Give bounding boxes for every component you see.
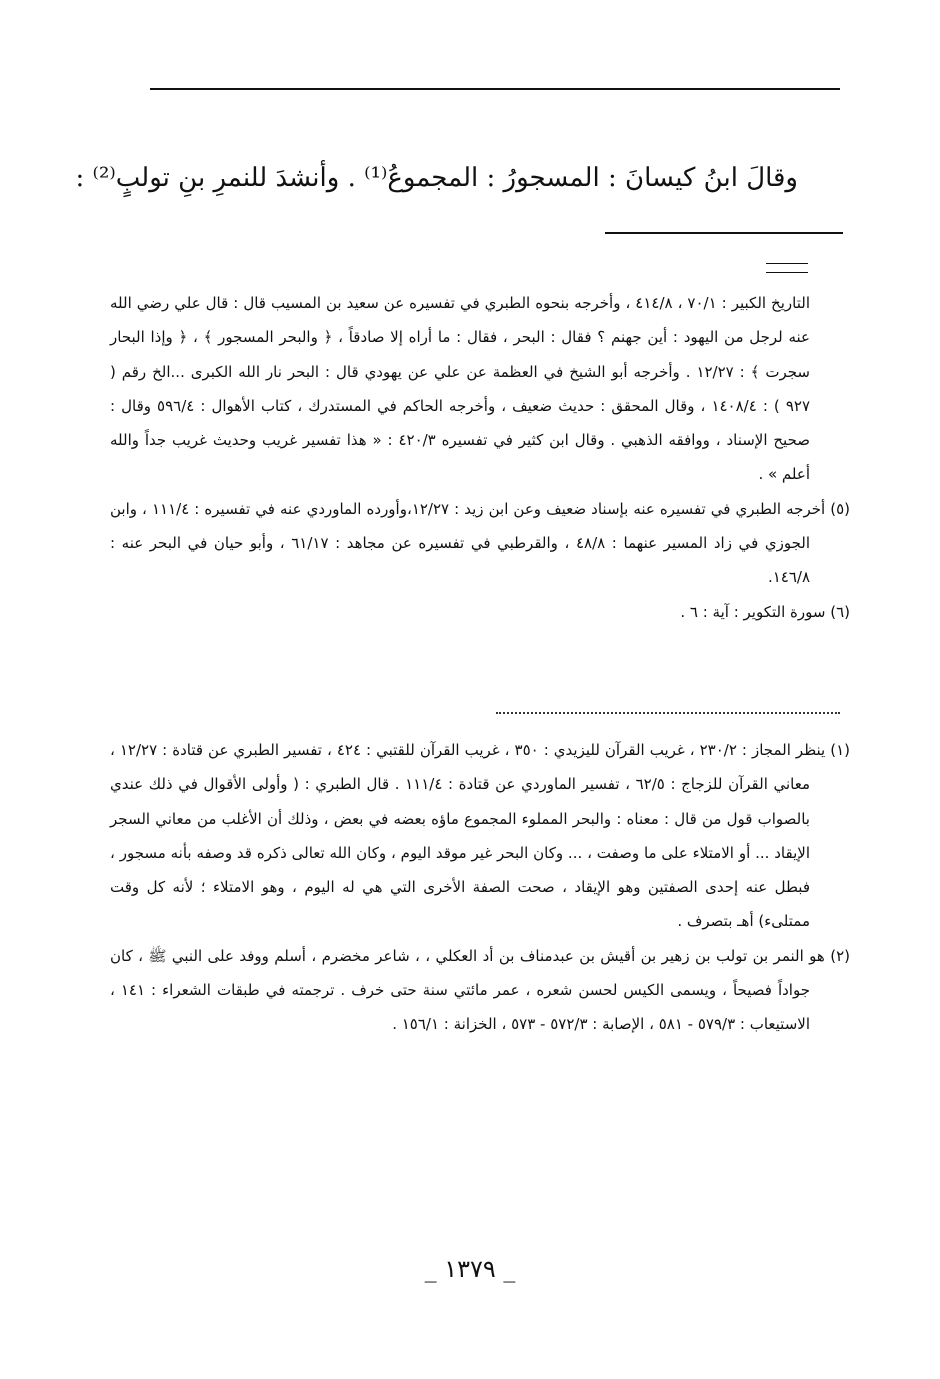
continuation-mark	[766, 263, 808, 273]
footnote-continuation: التاريخ الكبير : ٧٠/١ ، ٤١٤/٨ ، وأخرجه بنحوه الطبري في تفسيره عن سعيد بن المسيب قال : قال علي رضي الله عنه لرجل من اليهود : أين جهنم ؟ فقال : البحر ، فقال : ما أراه إلا صادقاً ، ﴿ والبحر المسجور ﴾ ، ﴿ وإذا البحار سجرت ﴾ : ١٢/٢٧ . وأخرجه أبو الشيخ في العظمة عن علي عن يهودي قال : البحر نار الله الكبرى ...الخ رقم ( ٩٢٧ ) : ١٤٠٨/٤ ، وقال المحقق : حديث ضعيف ، وأخرجه الحاكم في المستدرك ، كتاب الأهوال : ٥٩٦/٤ وقال : صحيح الإسناد ، ووافقه الذهبي . وقال ابن كثير في تفسيره ٤٢٠/٣ : « هذا تفسير غريب وحديث غريب جداً والله أعلم » .	[110, 294, 811, 484]
footnote-1: (١) ينظر المجاز : ٢٣٠/٢ ، غريب القرآن لليزيدي : ٣٥٠ ، غريب القرآن للقتبي : ٤٢٤ ، تفسير الطبري عن قتادة : ١٢/٢٧ ، معاني القرآن للزجاج : ٦٢/٥ ، تفسير الماوردي عن قتادة : ١١١/٤ . قال الطبري : ( وأولى الأقوال في ذلك عندي بالصواب قول من قال : معناه : والبحر المملوء المجموع ماؤه بعضه في بعض ، وذلك أن الأغلب من معاني السجر الإيقاد ... أو الامتلاء على ما وصفت ، ... وكان البحر غير موقد اليوم ، وكان الله تعالى ذكره قد وصفه بأنه مسجور ، فبطل عنه إحدى الصفتين وهو الإيقاد ، صحت الصفة الأخرى التي هي له اليوم ، وهو الامتلاء ؛ لأنه كل وقت ممتلىء) أهـ بتصرف .	[110, 741, 850, 931]
footnote-5: (٥) أخرجه الطبري في تفسيره عنه بإسناد ضعيف وعن ابن زيد : ١٢/٢٧،وأورده الماوردي عنه في تفسيره : ١١١/٤ ، وابن الجوزي في زاد المسير عنهما : ٤٨/٨ ، والقرطبي في تفسيره عن مجاهد : ٦١/١٧ ، وأبو حيان في البحر عنه : ١٤٦/٨.	[110, 499, 850, 587]
footnote-2: (٢) هو النمر بن تولب بن زهير بن أقيش بن عبدمناف بن أد العكلي ، ، شاعر مخضرم ، أسلم ووفد على النبي ﷺ ، كان جواداً فصيحاً ، ويسمى الكيس لحسن شعره ، عمر مائتي سنة حتى خرف . ترجمته في طبقات الشعراء : ١٤١ ، الاستيعاب : ٥٧٩/٣ - ٥٨١ ، الإصابة : ٥٧٢/٣ - ٥٧٣ ، الخزانة : ١٥٦/١ .	[110, 946, 850, 1034]
footnotes-continued	[110, 286, 850, 629]
footnote-dotted-separator	[496, 712, 840, 714]
main-text: وقالَ ابنُ كيسانَ : المسجورُ : المجموعُ⁽¹⁾ . وأنشدَ للنمرِ بنِ تولبٍ⁽²⁾ :	[75, 163, 798, 193]
footnote-6: (٦) سورة التكوير : آية : ٦ .	[680, 602, 850, 621]
header-rule	[150, 88, 840, 90]
footnote-separator	[605, 232, 843, 234]
footnotes	[110, 733, 850, 1042]
page-number: _ ١٣٧٩ _	[424, 1255, 516, 1283]
